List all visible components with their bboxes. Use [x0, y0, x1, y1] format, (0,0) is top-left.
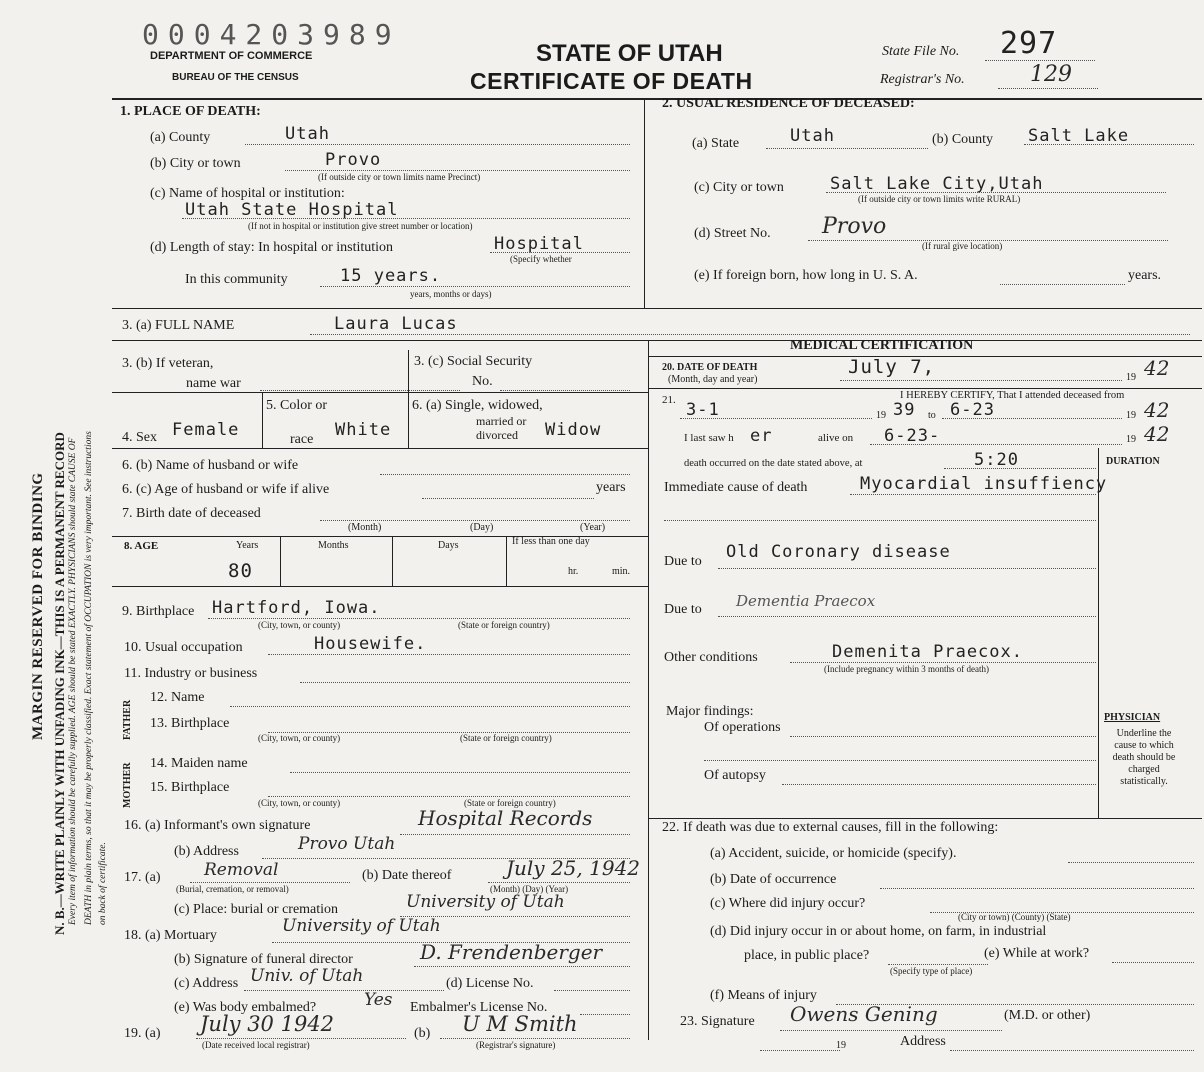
- alive-year-value: 42: [1144, 422, 1170, 446]
- pod-hospital-note: (If not in hospital or institution give street number or location): [248, 221, 473, 231]
- external-causes-heading: 22. If death was due to external causes, fill in the following:: [662, 820, 999, 835]
- ext-home-label: (d) Did injury occur in or about home, on farm, in industrial: [710, 924, 1047, 939]
- margin-instructions-3: on back of certificate.: [98, 842, 108, 925]
- attended-from-year: 39: [893, 400, 916, 420]
- age-years-label: Years: [236, 540, 259, 551]
- mortuary-label: 18. (a) Mortuary: [124, 928, 217, 943]
- father-birthplace-label: 13. Birthplace: [150, 716, 230, 731]
- funeral-director-address-value: Univ. of Utah: [250, 966, 364, 986]
- other-conditions-note: (Include pregnancy within 3 months of death): [824, 664, 989, 674]
- margin-instructions-1: Every item of information should be carefully supplied. AGE should be stated EXACTLY. PHYSICIANS should state CAUSE OF: [68, 437, 78, 925]
- medical-heading: MEDICAL CERTIFICATION: [790, 338, 974, 353]
- marital-label: 6. (a) Single, widowed,: [412, 398, 543, 413]
- race-label: race: [290, 432, 314, 447]
- physician-md-label: (M.D. or other): [1004, 1008, 1091, 1023]
- major-findings-label: Major findings:: [666, 704, 754, 719]
- due-to-2-label: Due to: [664, 602, 702, 617]
- marital-value: Widow: [545, 420, 602, 440]
- veteran-label: 3. (b) If veteran,: [122, 356, 214, 371]
- birth-year-note: (Year): [580, 522, 606, 533]
- embalmer-license-label: Embalmer's License No.: [410, 1000, 548, 1015]
- physician-note: Underline the cause to which death should be charged statistically.: [1112, 728, 1176, 787]
- res-state-value: Utah: [790, 126, 835, 146]
- mother-birthplace-note-2: (State or foreign country): [464, 798, 556, 808]
- mortuary-value: University of Utah: [282, 916, 441, 936]
- attended-to-label: to: [928, 410, 936, 421]
- pod-community-note: years, months or days): [410, 289, 492, 299]
- certificate-title: CERTIFICATE OF DEATH: [470, 68, 753, 94]
- death-date-note: (Month, day and year): [668, 374, 758, 385]
- death-date-label: 20. DATE OF DEATH: [662, 362, 758, 373]
- attended-to-value: 6-23: [950, 400, 995, 420]
- age-days-label: Days: [438, 540, 459, 551]
- res-county-label: (b) County: [932, 132, 994, 147]
- birthplace-label: 9. Birthplace: [122, 604, 195, 619]
- embalmed-label: (e) Was body embalmed?: [174, 1000, 317, 1015]
- res-street-label: (d) Street No.: [694, 226, 771, 241]
- spouse-age-unit: years: [596, 480, 626, 495]
- res-city-note: (If outside city or town limits write RURAL): [858, 194, 1021, 204]
- physician-sig-label: 23. Signature: [680, 1014, 755, 1029]
- state-file-label: State File No.: [882, 44, 960, 59]
- serial-number: 0004203989: [142, 18, 401, 51]
- death-time-value: 5:20: [974, 450, 1019, 470]
- state-title: STATE OF UTAH: [536, 40, 723, 67]
- occupation-label: 10. Usual occupation: [124, 640, 243, 655]
- received-label: 19. (a): [124, 1026, 161, 1041]
- pod-community-value: 15 years.: [340, 266, 442, 286]
- pod-county-label: (a) County: [150, 130, 211, 145]
- attended-from-year-prefix: 19: [876, 410, 886, 421]
- father-name-label: 12. Name: [150, 690, 205, 705]
- res-county-value: Salt Lake: [1028, 126, 1130, 146]
- certify-text: I HEREBY CERTIFY, That I attended deceased from: [900, 390, 1125, 401]
- pod-stay-value: Hospital: [494, 234, 584, 254]
- registrar-label: Registrar's No.: [880, 72, 965, 87]
- physician-address-label: Address: [900, 1034, 946, 1049]
- physician-sig-value: Owens Gening: [790, 1002, 938, 1026]
- margin-instructions-2: DEATH in plain terms, so that it may be properly classified. Exact statement of OCCUPATION is very important. See instructions: [84, 431, 94, 925]
- industry-label: 11. Industry or business: [124, 666, 258, 681]
- burial-place-value: University of Utah: [406, 892, 565, 912]
- informant-sig-label: 16. (a) Informant's own signature: [124, 818, 311, 833]
- registrar-sig-value: U M Smith: [462, 1012, 578, 1036]
- registrar-number: 129: [1030, 62, 1072, 87]
- informant-address-label: (b) Address: [174, 844, 239, 859]
- pod-hospital-value: Utah State Hospital: [185, 200, 399, 220]
- alive-year-prefix: 19: [1126, 434, 1136, 445]
- informant-sig-value: Hospital Records: [418, 806, 593, 830]
- birth-date-label: 7. Birth date of deceased: [122, 506, 261, 521]
- res-foreign-unit: years.: [1128, 268, 1162, 283]
- mother-maiden-label: 14. Maiden name: [150, 756, 248, 771]
- funeral-director-value: D. Frendenberger: [420, 940, 603, 964]
- full-name-label: 3. (a) FULL NAME: [122, 318, 235, 333]
- mother-birthplace-note-1: (City, town, or county): [258, 798, 341, 808]
- death-occurred-label: death occurred on the date stated above, at: [684, 458, 863, 469]
- ext-accident-label: (a) Accident, suicide, or homicide (specify).: [710, 846, 957, 861]
- age-label: 8. AGE: [124, 540, 159, 552]
- immediate-cause-label: Immediate cause of death: [664, 480, 808, 495]
- occupation-value: Housewife.: [314, 634, 427, 654]
- full-name-value: Laura Lucas: [334, 314, 458, 334]
- autopsy-label: Of autopsy: [704, 768, 766, 783]
- age-years-value: 80: [228, 560, 253, 582]
- burial-date-note: (Month) (Day) (Year): [490, 884, 569, 894]
- physician-title: PHYSICIAN: [1104, 712, 1161, 723]
- pod-city-note: (If outside city or town limits name Precinct): [318, 172, 481, 182]
- place-of-death-heading: 1. PLACE OF DEATH:: [120, 104, 261, 119]
- registrar-sig-label: (b): [414, 1026, 431, 1041]
- last-saw-label: I last saw h: [684, 432, 734, 444]
- res-city-value: Salt Lake City,Utah: [830, 174, 1044, 194]
- sex-label: 4. Sex: [122, 430, 157, 445]
- alive-on-value: 6-23-: [884, 426, 941, 446]
- burial-date-label: (b) Date thereof: [362, 868, 452, 883]
- pod-stay-note: (Specify whether: [510, 254, 572, 264]
- residence-heading: 2. USUAL RESIDENCE OF DECEASED:: [662, 96, 915, 111]
- margin-permanent-record-note: N. B.—WRITE PLAINLY WITH UNFADING INK—THIS IS A PERMANENT RECORD: [52, 432, 67, 935]
- pod-county-value: Utah: [285, 124, 330, 144]
- ext-date-label: (b) Date of occurrence: [710, 872, 837, 887]
- pod-city-value: Provo: [325, 150, 382, 170]
- physician-sig-year-prefix: 19: [836, 1040, 846, 1051]
- burial-place-label: (c) Place: burial or cremation: [174, 902, 339, 917]
- due-to-2-value: Dementia Praecox: [736, 592, 876, 610]
- attended-to-year-prefix: 19: [1126, 410, 1136, 421]
- immediate-cause-value: Myocardial insuffiency: [860, 474, 1108, 494]
- funeral-director-address-label: (c) Address: [174, 976, 239, 991]
- due-to-1-label: Due to: [664, 554, 702, 569]
- age-hr-label: hr.: [568, 566, 579, 577]
- age-less-than-label: If less than one day: [512, 536, 590, 547]
- ext-where-label: (c) Where did injury occur?: [710, 896, 866, 911]
- margin-binding-note: MARGIN RESERVED FOR BINDING: [30, 472, 46, 740]
- operations-label: Of operations: [704, 720, 781, 735]
- age-min-label: min.: [612, 566, 631, 577]
- mother-side-label: MOTHER: [122, 762, 133, 808]
- ext-means-label: (f) Means of injury: [710, 988, 817, 1003]
- burial-value: Removal: [204, 860, 279, 880]
- due-to-1-value: Old Coronary disease: [726, 542, 951, 562]
- ext-where-note: (City or town) (County) (State): [958, 912, 1071, 922]
- mother-birthplace-label: 15. Birthplace: [150, 780, 230, 795]
- birthplace-note-1: (City, town, or county): [258, 620, 341, 630]
- birth-day-note: (Day): [470, 522, 494, 533]
- informant-address-value: Provo Utah: [298, 834, 396, 854]
- ss-label-2: No.: [472, 374, 493, 389]
- alive-on-label: alive on: [818, 432, 854, 444]
- duration-label: DURATION: [1106, 456, 1160, 467]
- registrar-sig-note: (Registrar's signature): [476, 1040, 556, 1050]
- license-label: (d) License No.: [446, 976, 534, 991]
- burial-date-value: July 25, 1942: [506, 856, 641, 880]
- state-file-number: 297: [1000, 26, 1058, 61]
- sex-value: Female: [172, 420, 240, 440]
- attended-to-year: 42: [1144, 398, 1170, 422]
- veteran-label-2: name war: [186, 376, 241, 391]
- res-foreign-label: (e) If foreign born, how long in U. S. A.: [694, 268, 918, 283]
- birthplace-note-2: (State or foreign country): [458, 620, 550, 630]
- ext-work-label: (e) While at work?: [984, 946, 1090, 961]
- father-birthplace-note-1: (City, town, or county): [258, 733, 341, 743]
- pod-stay-label: (d) Length of stay: In hospital or institution: [150, 240, 394, 255]
- birth-month-note: (Month): [348, 522, 382, 533]
- death-year-value: 42: [1144, 356, 1170, 380]
- death-year-prefix: 19: [1126, 372, 1136, 383]
- bureau-label: BUREAU OF THE CENSUS: [172, 72, 299, 83]
- other-conditions-label: Other conditions: [664, 650, 758, 665]
- father-birthplace-note-2: (State or foreign country): [460, 733, 552, 743]
- res-city-label: (c) City or town: [694, 180, 784, 195]
- item-21-number: 21.: [662, 394, 676, 406]
- age-months-label: Months: [318, 540, 349, 551]
- funeral-director-label: (b) Signature of funeral director: [174, 952, 353, 967]
- death-date-value: July 7,: [848, 356, 936, 378]
- embalmed-value: Yes: [364, 990, 393, 1010]
- burial-label: 17. (a): [124, 870, 161, 885]
- ext-home-note: (Specify type of place): [890, 966, 973, 976]
- pod-city-label: (b) City or town: [150, 156, 241, 171]
- res-street-value: Provo: [822, 214, 887, 239]
- spouse-age-label: 6. (c) Age of husband or wife if alive: [122, 482, 330, 497]
- burial-note: (Burial, cremation, or removal): [176, 884, 289, 894]
- received-value: July 30 1942: [200, 1012, 335, 1036]
- race-value: White: [335, 420, 392, 440]
- ext-home-label-2: place, in public place?: [744, 948, 870, 963]
- pod-community-label: In this community: [185, 272, 288, 287]
- father-side-label: FATHER: [122, 699, 133, 740]
- received-note: (Date received local registrar): [202, 1040, 310, 1050]
- res-street-note: (If rural give location): [922, 241, 1003, 251]
- department-label: DEPARTMENT OF COMMERCE: [150, 50, 313, 62]
- attended-from-value: 3-1: [686, 400, 720, 420]
- last-saw-value: er: [750, 426, 773, 446]
- pod-hospital-label: (c) Name of hospital or institution:: [150, 186, 345, 201]
- res-state-label: (a) State: [692, 136, 740, 151]
- spouse-name-label: 6. (b) Name of husband or wife: [122, 458, 299, 473]
- color-label: 5. Color or: [266, 398, 328, 413]
- ss-label: 3. (c) Social Security: [414, 354, 533, 369]
- marital-label-2: married or: [476, 414, 527, 428]
- marital-label-3: divorced: [476, 428, 518, 442]
- other-conditions-value: Demenita Praecox.: [832, 642, 1023, 662]
- birthplace-value: Hartford, Iowa.: [212, 598, 381, 618]
